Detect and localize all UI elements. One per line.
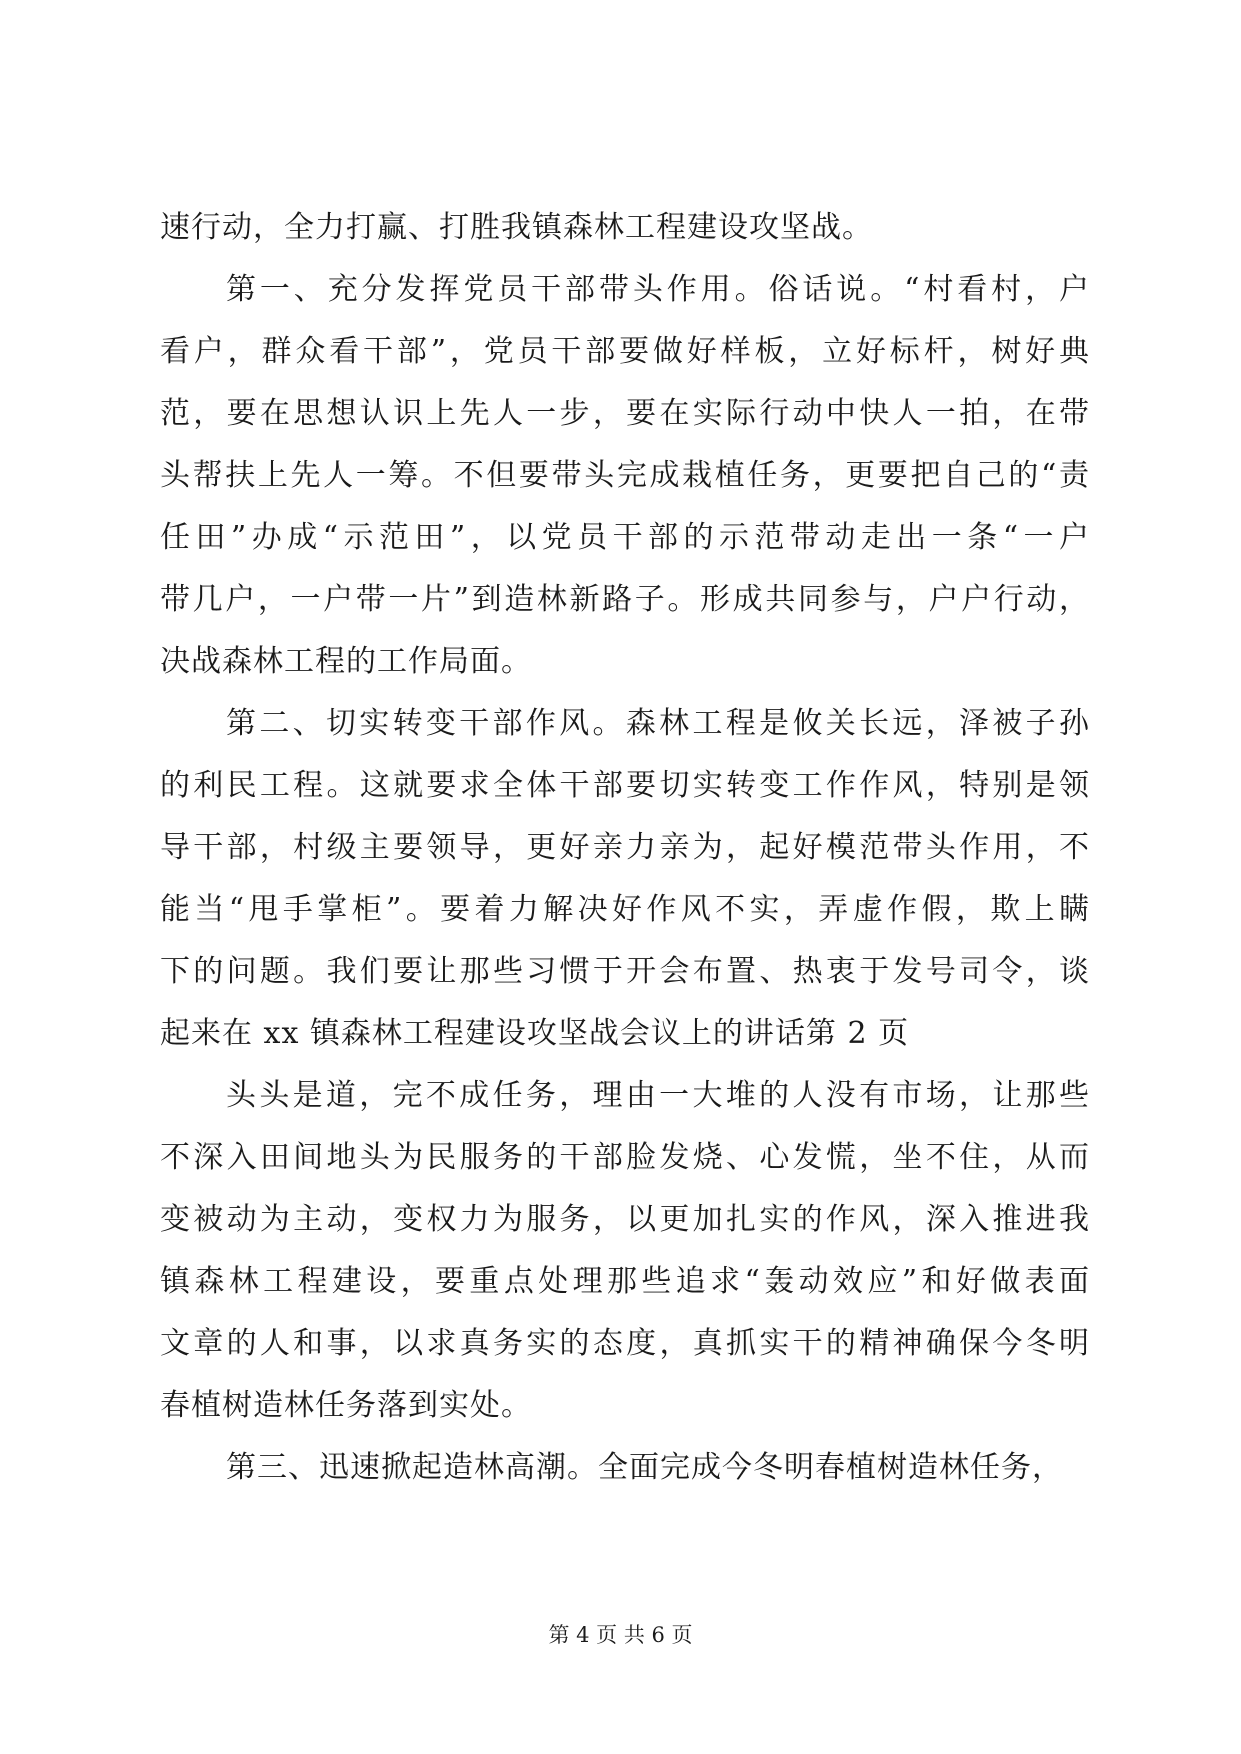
page-number-label: 第 4 页 共 6 页 <box>548 1623 693 1647</box>
text-line: 春植树造林任务落到实处。 <box>160 1388 532 1423</box>
page-footer <box>0 1620 1241 1650</box>
text-line: 任田”办成“示范田”，以党员干部的示范带动走出一条“一户 <box>160 520 1090 555</box>
text-line: 带几户，一户带一片”到造林新路子。形成共同参与，户户行动， <box>160 582 1090 617</box>
text-line: 速行动，全力打赢、打胜我镇森林工程建设攻坚战。 <box>160 210 873 245</box>
text-line: 文章的人和事，以求真务实的态度，真抓实干的精神确保今冬明 <box>160 1326 1090 1361</box>
text-line: 导干部，村级主要领导，更好亲力亲为，起好模范带头作用，不 <box>160 830 1090 865</box>
text-line: 变被动为主动，变权力为服务，以更加扎实的作风，深入推进我 <box>160 1202 1090 1237</box>
text-line: 范，要在思想认识上先人一步，要在实际行动中快人一拍，在带 <box>160 396 1090 431</box>
text-line: 看户，群众看干部”，党员干部要做好样板，立好标杆，树好典 <box>160 334 1090 369</box>
text-line: 第三、迅速掀起造林高潮。全面完成今冬明春植树造林任务， <box>226 1450 1063 1485</box>
text-line: 头帮扶上先人一筹。不但要带头完成栽植任务，更要把自己的“责 <box>160 458 1090 493</box>
text-line: 第一、充分发挥党员干部带头作用。俗话说。“村看村，户 <box>226 272 1090 307</box>
text-line: 下的问题。我们要让那些习惯于开会布置、热衷于发号司令，谈 <box>160 954 1090 989</box>
text-line: 第二、切实转变干部作风。森林工程是攸关长远，泽被子孙 <box>226 706 1090 741</box>
text-line: 决战森林工程的工作局面。 <box>160 644 532 679</box>
text-line: 镇森林工程建设，要重点处理那些追求“轰动效应”和好做表面 <box>160 1264 1090 1299</box>
body-text <box>160 197 1090 1499</box>
text-line: 起来在 xx 镇森林工程建设攻坚战会议上的讲话第 2 页 <box>160 1016 910 1051</box>
text-line: 头头是道，完不成任务，理由一大堆的人没有市场，让那些 <box>226 1078 1090 1113</box>
text-line: 的利民工程。这就要求全体干部要切实转变工作作风，特别是领 <box>160 768 1090 803</box>
text-line: 不深入田间地头为民服务的干部脸发烧、心发慌，坐不住，从而 <box>160 1140 1090 1175</box>
text-line: 能当“甩手掌柜”。要着力解决好作风不实，弄虚作假，欺上瞒 <box>160 892 1090 927</box>
